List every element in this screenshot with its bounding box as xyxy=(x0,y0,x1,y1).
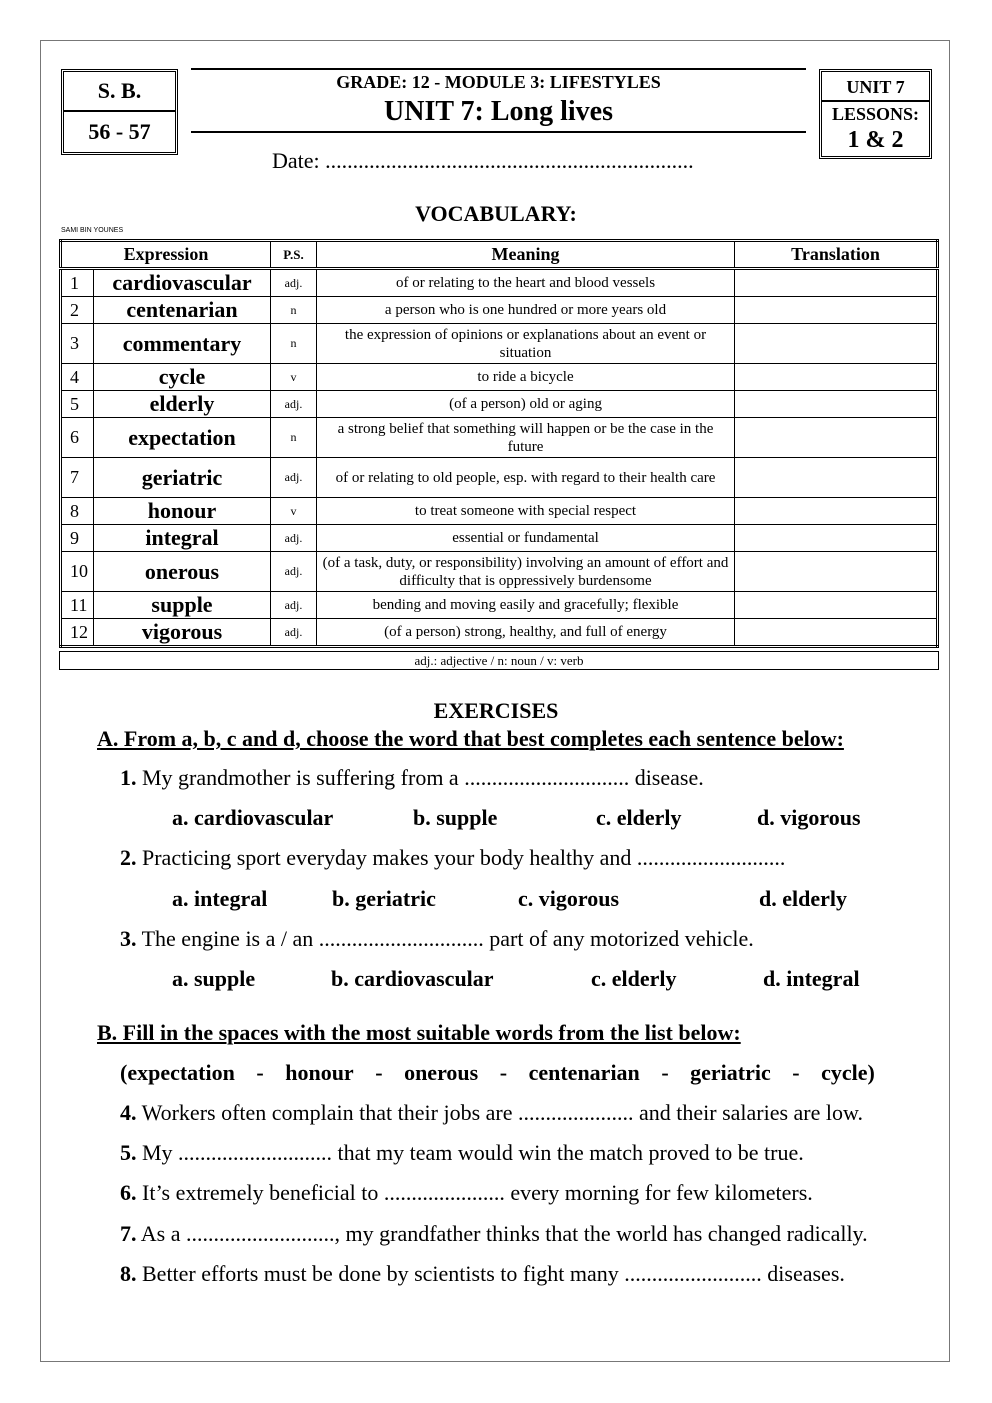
table-row xyxy=(61,552,938,592)
sb-label: S. B. xyxy=(64,72,175,112)
unit-lessons-box xyxy=(819,69,932,159)
option-b[interactable]: b. geriatric xyxy=(332,886,436,911)
vocabulary-table xyxy=(59,239,939,648)
question-8 xyxy=(120,1261,845,1287)
option-d[interactable]: d. elderly xyxy=(759,886,847,911)
part-of-speech: adj. xyxy=(271,525,317,552)
expression: cardiovascular xyxy=(94,269,271,297)
word-list-item: centenarian xyxy=(528,1060,640,1085)
part-of-speech: n xyxy=(271,324,317,364)
question-text: Workers often complain that their jobs are ..................... and their salaries are low. xyxy=(136,1100,863,1125)
question-text: It’s extremely beneficial to ...................... every morning for few kilometers. xyxy=(136,1180,813,1205)
option-b[interactable]: b. supple xyxy=(413,805,498,830)
lessons-numbers: 1 & 2 xyxy=(847,127,904,153)
unit-title: UNIT 7: Long lives xyxy=(384,96,613,127)
table-row xyxy=(61,592,938,619)
column-header-meaning: Meaning xyxy=(317,241,735,269)
part-of-speech: adj. xyxy=(271,458,317,498)
translation-cell[interactable] xyxy=(735,592,938,619)
part-of-speech: n xyxy=(271,297,317,324)
table-row xyxy=(61,391,938,418)
question-5 xyxy=(120,1140,804,1166)
lessons-label: LESSONS: xyxy=(831,104,920,124)
question-number: 5. xyxy=(120,1140,137,1165)
meaning: (of a person) old or aging xyxy=(317,391,735,418)
meaning: (of a task, duty, or responsibility) involving an amount of effort and difficulty that is oppressively burdensome xyxy=(317,552,735,592)
word-list-item: honour xyxy=(285,1060,354,1085)
part-of-speech: adj. xyxy=(271,619,317,647)
question-text: My ............................ that my team would win the match proved to be true. xyxy=(136,1140,804,1165)
expression: cycle xyxy=(94,364,271,391)
part-of-speech: n xyxy=(271,418,317,458)
expression: centenarian xyxy=(94,297,271,324)
expression: onerous xyxy=(94,552,271,592)
table-row xyxy=(61,458,938,498)
exercises-title: EXERCISES xyxy=(433,698,559,723)
option-d[interactable]: d. integral xyxy=(763,966,860,991)
option-a[interactable]: a. cardiovascular xyxy=(172,805,334,830)
column-header-expression: Expression xyxy=(61,241,271,269)
section-b-title: B. Fill in the spaces with the most suitable words from the list below: xyxy=(97,1020,741,1045)
student-book-pages-box xyxy=(61,69,178,155)
question-6 xyxy=(120,1180,813,1206)
translation-cell[interactable] xyxy=(735,619,938,647)
translation-cell[interactable] xyxy=(735,552,938,592)
meaning: of or relating to the heart and blood vessels xyxy=(317,269,735,297)
row-number: 6 xyxy=(61,418,94,458)
meaning: a person who is one hundred or more years old xyxy=(317,297,735,324)
expression: supple xyxy=(94,592,271,619)
table-row xyxy=(61,297,938,324)
option-c[interactable]: c. elderly xyxy=(591,966,677,991)
word-list xyxy=(120,1060,875,1086)
question-4 xyxy=(120,1100,863,1126)
question-1 xyxy=(120,765,704,791)
part-of-speech: adj. xyxy=(271,592,317,619)
part-of-speech: adj. xyxy=(271,269,317,297)
table-row xyxy=(61,269,938,297)
sb-pages: 56 - 57 xyxy=(88,119,151,144)
row-number: 9 xyxy=(61,525,94,552)
vocabulary-title: VOCABULARY: xyxy=(415,201,577,226)
expression: expectation xyxy=(94,418,271,458)
row-number: 5 xyxy=(61,391,94,418)
row-number: 10 xyxy=(61,552,94,592)
table-header-row xyxy=(61,241,938,269)
abbreviation-legend: adj.: adjective / n: noun / v: verb xyxy=(59,651,939,670)
expression: honour xyxy=(94,498,271,525)
row-number: 12 xyxy=(61,619,94,647)
question-number: 2. xyxy=(120,845,137,870)
table-row xyxy=(61,619,938,647)
part-of-speech: adj. xyxy=(271,391,317,418)
column-header-translation: Translation xyxy=(735,241,938,269)
translation-cell[interactable] xyxy=(735,391,938,418)
question-number: 3. xyxy=(120,926,137,951)
word-list-separator: - xyxy=(499,1060,508,1085)
table-row xyxy=(61,418,938,458)
meaning: to ride a bicycle xyxy=(317,364,735,391)
date-line: Date: ................................................................... xyxy=(272,148,694,173)
option-a[interactable]: a. integral xyxy=(172,886,268,911)
question-number: 7. xyxy=(120,1221,137,1246)
translation-cell[interactable] xyxy=(735,498,938,525)
translation-cell[interactable] xyxy=(735,458,938,498)
meaning: the expression of opinions or explanations about an event or situation xyxy=(317,324,735,364)
word-list-item: onerous xyxy=(404,1060,479,1085)
question-number: 4. xyxy=(120,1100,137,1125)
word-list-item: geriatric xyxy=(690,1060,771,1085)
table-row xyxy=(61,525,938,552)
part-of-speech: adj. xyxy=(271,552,317,592)
meaning: essential or fundamental xyxy=(317,525,735,552)
row-number: 8 xyxy=(61,498,94,525)
grade-module-line: GRADE: 12 - MODULE 3: LIFESTYLES xyxy=(336,72,661,92)
question-text: Practicing sport everyday makes your body healthy and ........................... xyxy=(136,845,786,870)
option-c[interactable]: c. elderly xyxy=(596,805,682,830)
column-header-ps: P.S. xyxy=(271,241,317,269)
author-credit: SAMI BIN YOUNES xyxy=(61,227,124,234)
question-number: 1. xyxy=(120,765,137,790)
expression: commentary xyxy=(94,324,271,364)
word-list-item: cycle) xyxy=(821,1060,875,1085)
option-d[interactable]: d. vigorous xyxy=(757,805,861,830)
table-row xyxy=(61,498,938,525)
option-a[interactable]: a. supple xyxy=(172,966,256,991)
header-rule-bottom xyxy=(191,131,806,133)
table-row xyxy=(61,364,938,391)
row-number: 1 xyxy=(61,269,94,297)
expression: vigorous xyxy=(94,619,271,647)
expression: elderly xyxy=(94,391,271,418)
question-3 xyxy=(120,926,754,952)
option-b[interactable]: b. cardiovascular xyxy=(331,966,494,991)
question-number: 6. xyxy=(120,1180,137,1205)
translation-cell[interactable] xyxy=(735,297,938,324)
part-of-speech: v xyxy=(271,498,317,525)
translation-cell[interactable] xyxy=(735,269,938,297)
translation-cell[interactable] xyxy=(735,324,938,364)
question-text: As a ..........................., my grandfather thinks that the world has changed radically. xyxy=(136,1221,868,1246)
translation-cell[interactable] xyxy=(735,418,938,458)
unit-number: UNIT 7 xyxy=(822,72,929,102)
translation-cell[interactable] xyxy=(735,364,938,391)
word-list-separator: - xyxy=(256,1060,264,1085)
expression: geriatric xyxy=(94,458,271,498)
expression: integral xyxy=(94,525,271,552)
header-rule-top xyxy=(191,68,806,70)
meaning: (of a person) strong, healthy, and full of energy xyxy=(317,619,735,647)
question-text: The engine is a / an .............................. part of any motorized vehicle. xyxy=(136,926,754,951)
table-row xyxy=(61,324,938,364)
row-number: 7 xyxy=(61,458,94,498)
question-number: 8. xyxy=(120,1261,137,1286)
meaning: a strong belief that something will happen or be the case in the future xyxy=(317,418,735,458)
meaning: bending and moving easily and gracefully; flexible xyxy=(317,592,735,619)
row-number: 4 xyxy=(61,364,94,391)
part-of-speech: v xyxy=(271,364,317,391)
question-text: Better efforts must be done by scientists to fight many ......................... diseases. xyxy=(136,1261,845,1286)
translation-cell[interactable] xyxy=(735,525,938,552)
question-7 xyxy=(120,1221,868,1247)
section-a-title: A. From a, b, c and d, choose the word that best completes each sentence below: xyxy=(97,726,844,751)
meaning: to treat someone with special respect xyxy=(317,498,735,525)
word-list-separator: - xyxy=(661,1060,669,1085)
word-list-separator: - xyxy=(375,1060,383,1085)
row-number: 11 xyxy=(61,592,94,619)
option-c[interactable]: c. vigorous xyxy=(518,886,620,911)
row-number: 2 xyxy=(61,297,94,324)
question-text: My grandmother is suffering from a .............................. disease. xyxy=(136,765,704,790)
word-list-separator: - xyxy=(792,1060,800,1085)
row-number: 3 xyxy=(61,324,94,364)
meaning: of or relating to old people, esp. with regard to their health care xyxy=(317,458,735,498)
question-2 xyxy=(120,845,785,871)
word-list-item: (expectation xyxy=(120,1060,235,1085)
